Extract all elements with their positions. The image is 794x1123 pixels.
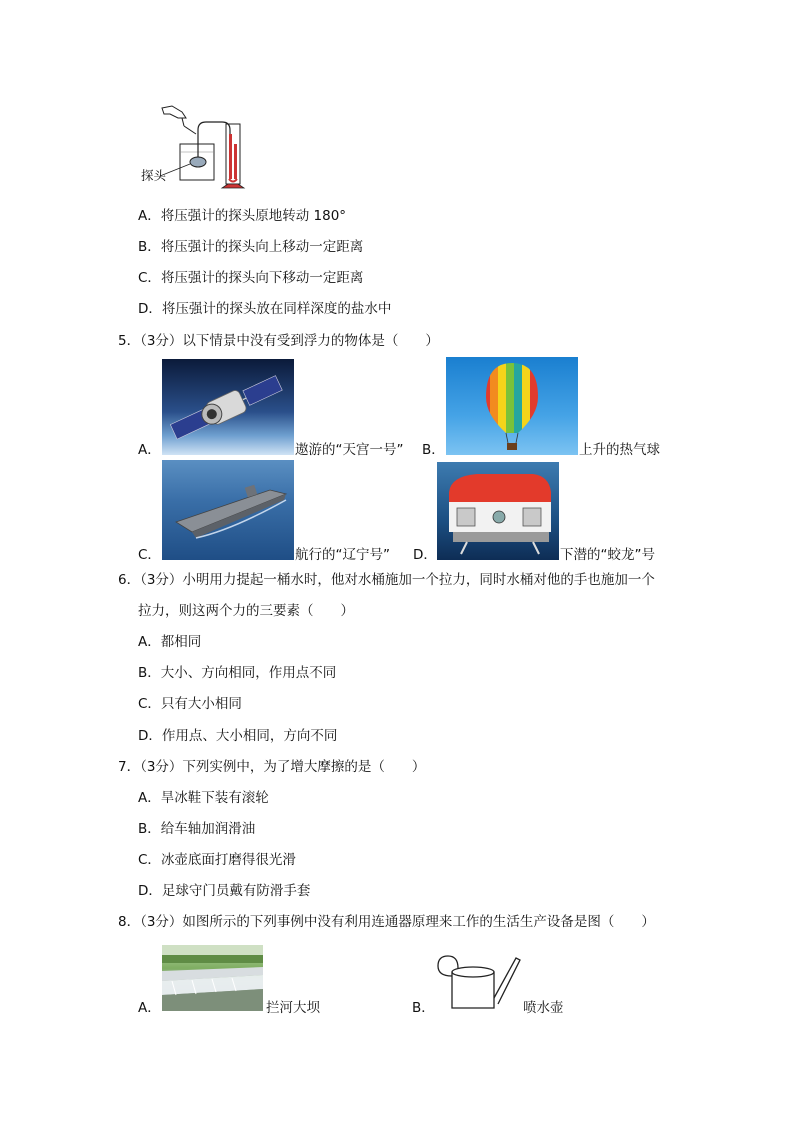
option-letter: C． (138, 696, 161, 712)
q6-option-c[interactable] (138, 694, 242, 714)
q4-option-a[interactable] (138, 206, 346, 226)
dam-icon (162, 945, 263, 1011)
q8-option-b-caption: 喷水壶 (523, 1000, 564, 1016)
q6-option-a[interactable] (138, 632, 201, 652)
q7-option-b[interactable] (138, 819, 255, 839)
option-text: 给车轴加润滑油 (160, 821, 256, 837)
option-text: 都相同 (160, 634, 202, 650)
option-text: 大小、方向相同，作用点不同 (160, 665, 337, 681)
q4-option-b[interactable] (138, 237, 363, 257)
option-text: 冰壶底面打磨得很光滑 (160, 852, 296, 868)
dam-image (162, 945, 263, 1011)
q6-option-b[interactable] (138, 663, 336, 683)
q8-option-a-caption: 拦河大坝 (266, 1000, 320, 1016)
option-letter: D． (138, 728, 162, 744)
option-letter: B． (138, 239, 161, 255)
option-letter: B． (138, 821, 161, 837)
q5-stem: 5．（3分）以下情景中没有受到浮力的物体是（ ） (118, 333, 439, 349)
option-text: 足球守门员戴有防滑手套 (161, 883, 311, 899)
option-letter: D． (138, 883, 162, 899)
hot-air-balloon-image (446, 357, 578, 455)
q6-stem-line1: 6．（3分）小明用力提起一桶水时，他对水桶施加一个拉力，同时水桶对他的手也施加一个 (118, 572, 655, 588)
option-letter: A． (138, 208, 161, 224)
q5-option-a-letter[interactable]: A． (138, 442, 161, 458)
option-letter: A． (138, 634, 161, 650)
q4-option-d[interactable] (138, 299, 391, 319)
watering-can-icon (436, 950, 522, 1012)
q5-option-c-caption: 航行的“辽宁号” (295, 547, 390, 563)
q8-option-b-letter[interactable]: B． (412, 1000, 435, 1016)
submersible-image (437, 462, 559, 560)
aircraft-carrier-icon (162, 460, 294, 560)
option-text: 只有大小相同 (160, 696, 242, 712)
q6-stem-line2: 拉力，则这两个力的三要素（ ） (138, 603, 354, 619)
q5-option-d-caption: 下潜的“蛟龙”号 (560, 547, 655, 563)
q5-option-b-caption: 上升的热气球 (579, 442, 660, 458)
q8-stem: 8．（3分）如图所示的下列事例中没有利用连通器原理来工作的生活生产设备是图（ ） (118, 914, 655, 930)
option-text: 旱冰鞋下装有滚轮 (160, 790, 269, 806)
option-letter: C． (138, 270, 161, 286)
probe-label: 探头 (141, 168, 167, 183)
q7-stem: 7．（3分）下列实例中，为了增大摩擦的是（ ） (118, 759, 426, 775)
watering-can-image (436, 950, 522, 1012)
submersible-icon (437, 462, 559, 560)
q5-option-a-caption: 遨游的“天宫一号” (295, 442, 404, 458)
option-text: 将压强计的探头原地转动 180° (160, 208, 347, 224)
q7-option-d[interactable] (138, 881, 310, 901)
space-station-image (162, 359, 294, 455)
option-text: 将压强计的探头向下移动一定距离 (160, 270, 364, 286)
q5-option-d-letter[interactable]: D． (413, 547, 437, 563)
q5-option-b-letter[interactable]: B． (422, 442, 445, 458)
aircraft-carrier-image (162, 460, 294, 560)
option-text: 作用点、大小相同，方向不同 (161, 728, 338, 744)
option-text: 将压强计的探头向上移动一定距离 (160, 239, 364, 255)
q8-option-a-letter[interactable]: A． (138, 1000, 161, 1016)
option-letter: A． (138, 790, 161, 806)
option-letter: B． (138, 665, 161, 681)
hot-air-balloon-icon (446, 357, 578, 455)
option-text: 将压强计的探头放在同样深度的盐水中 (161, 301, 392, 317)
q7-option-a[interactable] (138, 788, 269, 808)
q4-option-c[interactable] (138, 268, 363, 288)
space-station-icon (162, 359, 294, 455)
q5-option-c-letter[interactable]: C． (138, 547, 161, 563)
option-letter: D． (138, 301, 162, 317)
option-letter: C． (138, 852, 161, 868)
q7-option-c[interactable] (138, 850, 296, 870)
q6-option-d[interactable] (138, 726, 337, 746)
